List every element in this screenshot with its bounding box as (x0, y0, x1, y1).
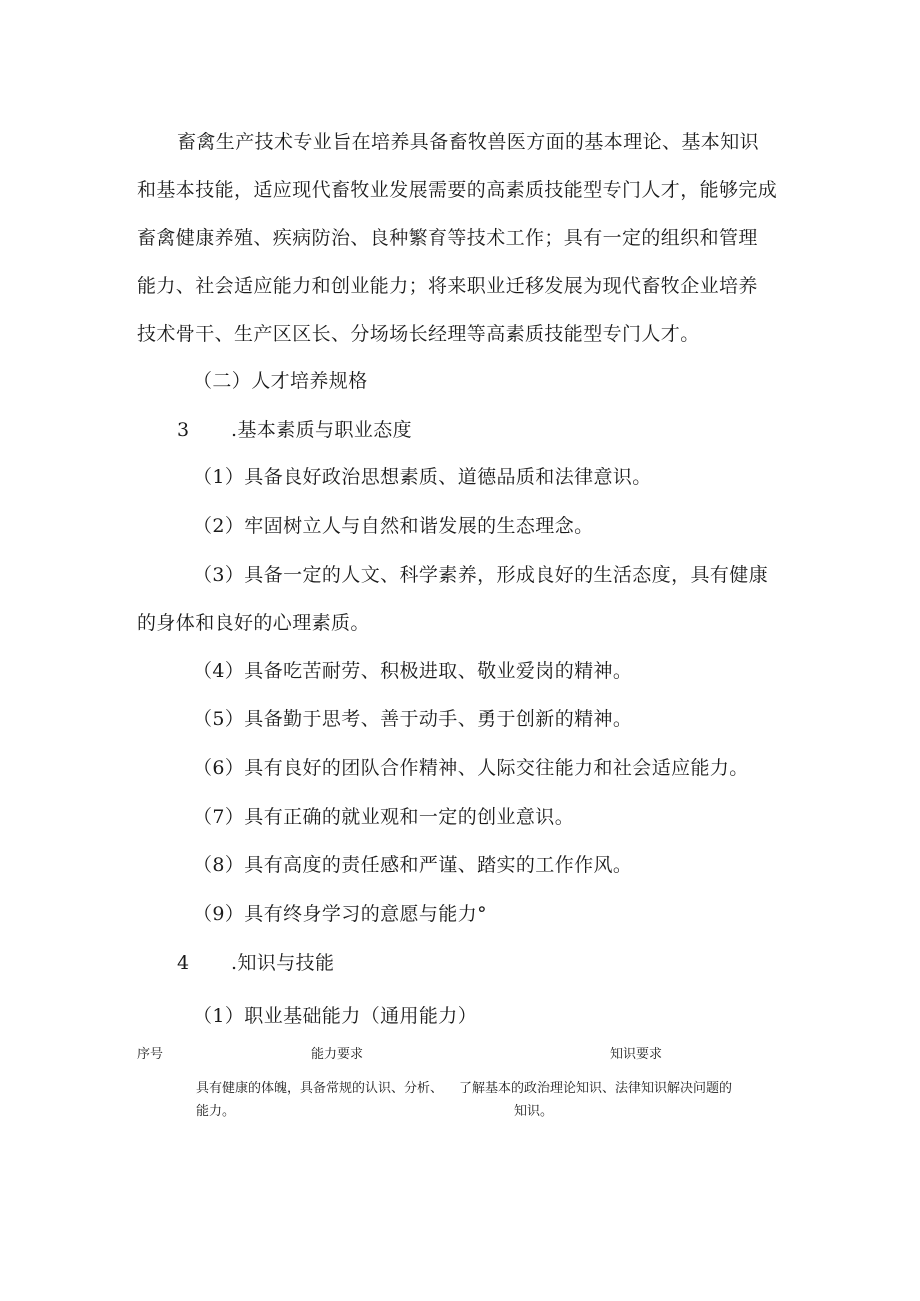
intro-line-2: 和基本技能，适应现代畜牧业发展需要的高素质技能型专门人才，能够完成 (137, 179, 778, 201)
quality-item-2: （2）牢固树立人与自然和谐发展的生态理念。 (193, 515, 594, 537)
quality-item-6: （6）具有良好的团队合作精神、人际交往能力和社会适应能力。 (193, 757, 749, 779)
subsection-4-heading (177, 951, 334, 975)
subsection-3-title: .基本素质与职业态度 (231, 419, 413, 441)
intro-line-4: 能力、社会适应能力和创业能力；将来职业迁移发展为现代畜牧企业培养 (137, 275, 758, 297)
subsection-4-number: 4 (177, 952, 190, 974)
subsection-3-number: 3 (177, 419, 190, 441)
section-heading: （二）人才培养规格 (193, 370, 368, 392)
subsection-3-heading (177, 418, 412, 442)
quality-item-1: （1）具备良好政治思想素质、道德品质和法律意识。 (193, 466, 652, 488)
quality-item-4: （4）具备吃苦耐劳、积极进取、敬业爱岗的精神。 (193, 660, 633, 682)
table-row-1-knowledge-line-1: 了解基本的政治理论知识、法律知识解决问题的 (459, 1081, 733, 1096)
table-row-1-knowledge-line-2: 知识。 (514, 1104, 554, 1119)
intro-line-1: 畜禽生产技术专业旨在培养具备畜牧兽医方面的基本理论、基本知识 (177, 131, 760, 153)
table-row-1-ability-line-2: 能力。 (196, 1104, 236, 1119)
quality-item-8: （8）具有高度的责任感和严谨、踏实的工作作风。 (193, 854, 633, 876)
intro-line-5: 技术骨干、生产区区长、分场场长经理等高素质技能型专门人才。 (137, 323, 700, 345)
basic-ability-heading: （1）职业基础能力（通用能力） (193, 1005, 478, 1027)
quality-item-3-continued: 的身体和良好的心理素质。 (137, 612, 370, 634)
quality-item-5: （5）具备勤于思考、善于动手、勇于创新的精神。 (193, 708, 633, 730)
quality-item-7: （7）具有正确的就业观和一定的创业意识。 (193, 806, 575, 828)
quality-item-9: （9）具有终身学习的意愿与能力° (193, 903, 487, 925)
intro-line-3: 畜禽健康养殖、疾病防治、良种繁育等技术工作；具有一定的组织和管理 (137, 227, 758, 249)
table-header-knowledge: 知识要求 (610, 1047, 663, 1062)
table-row-1-ability-line-1: 具有健康的体魄，具备常规的认识、分析、 (196, 1081, 444, 1096)
table-header-ability: 能力要求 (311, 1047, 364, 1062)
table-header-index: 序号 (137, 1047, 164, 1062)
quality-item-3: （3）具备一定的人文、科学素养，形成良好的生活态度，具有健康 (193, 564, 769, 586)
subsection-4-title: .知识与技能 (231, 952, 335, 974)
